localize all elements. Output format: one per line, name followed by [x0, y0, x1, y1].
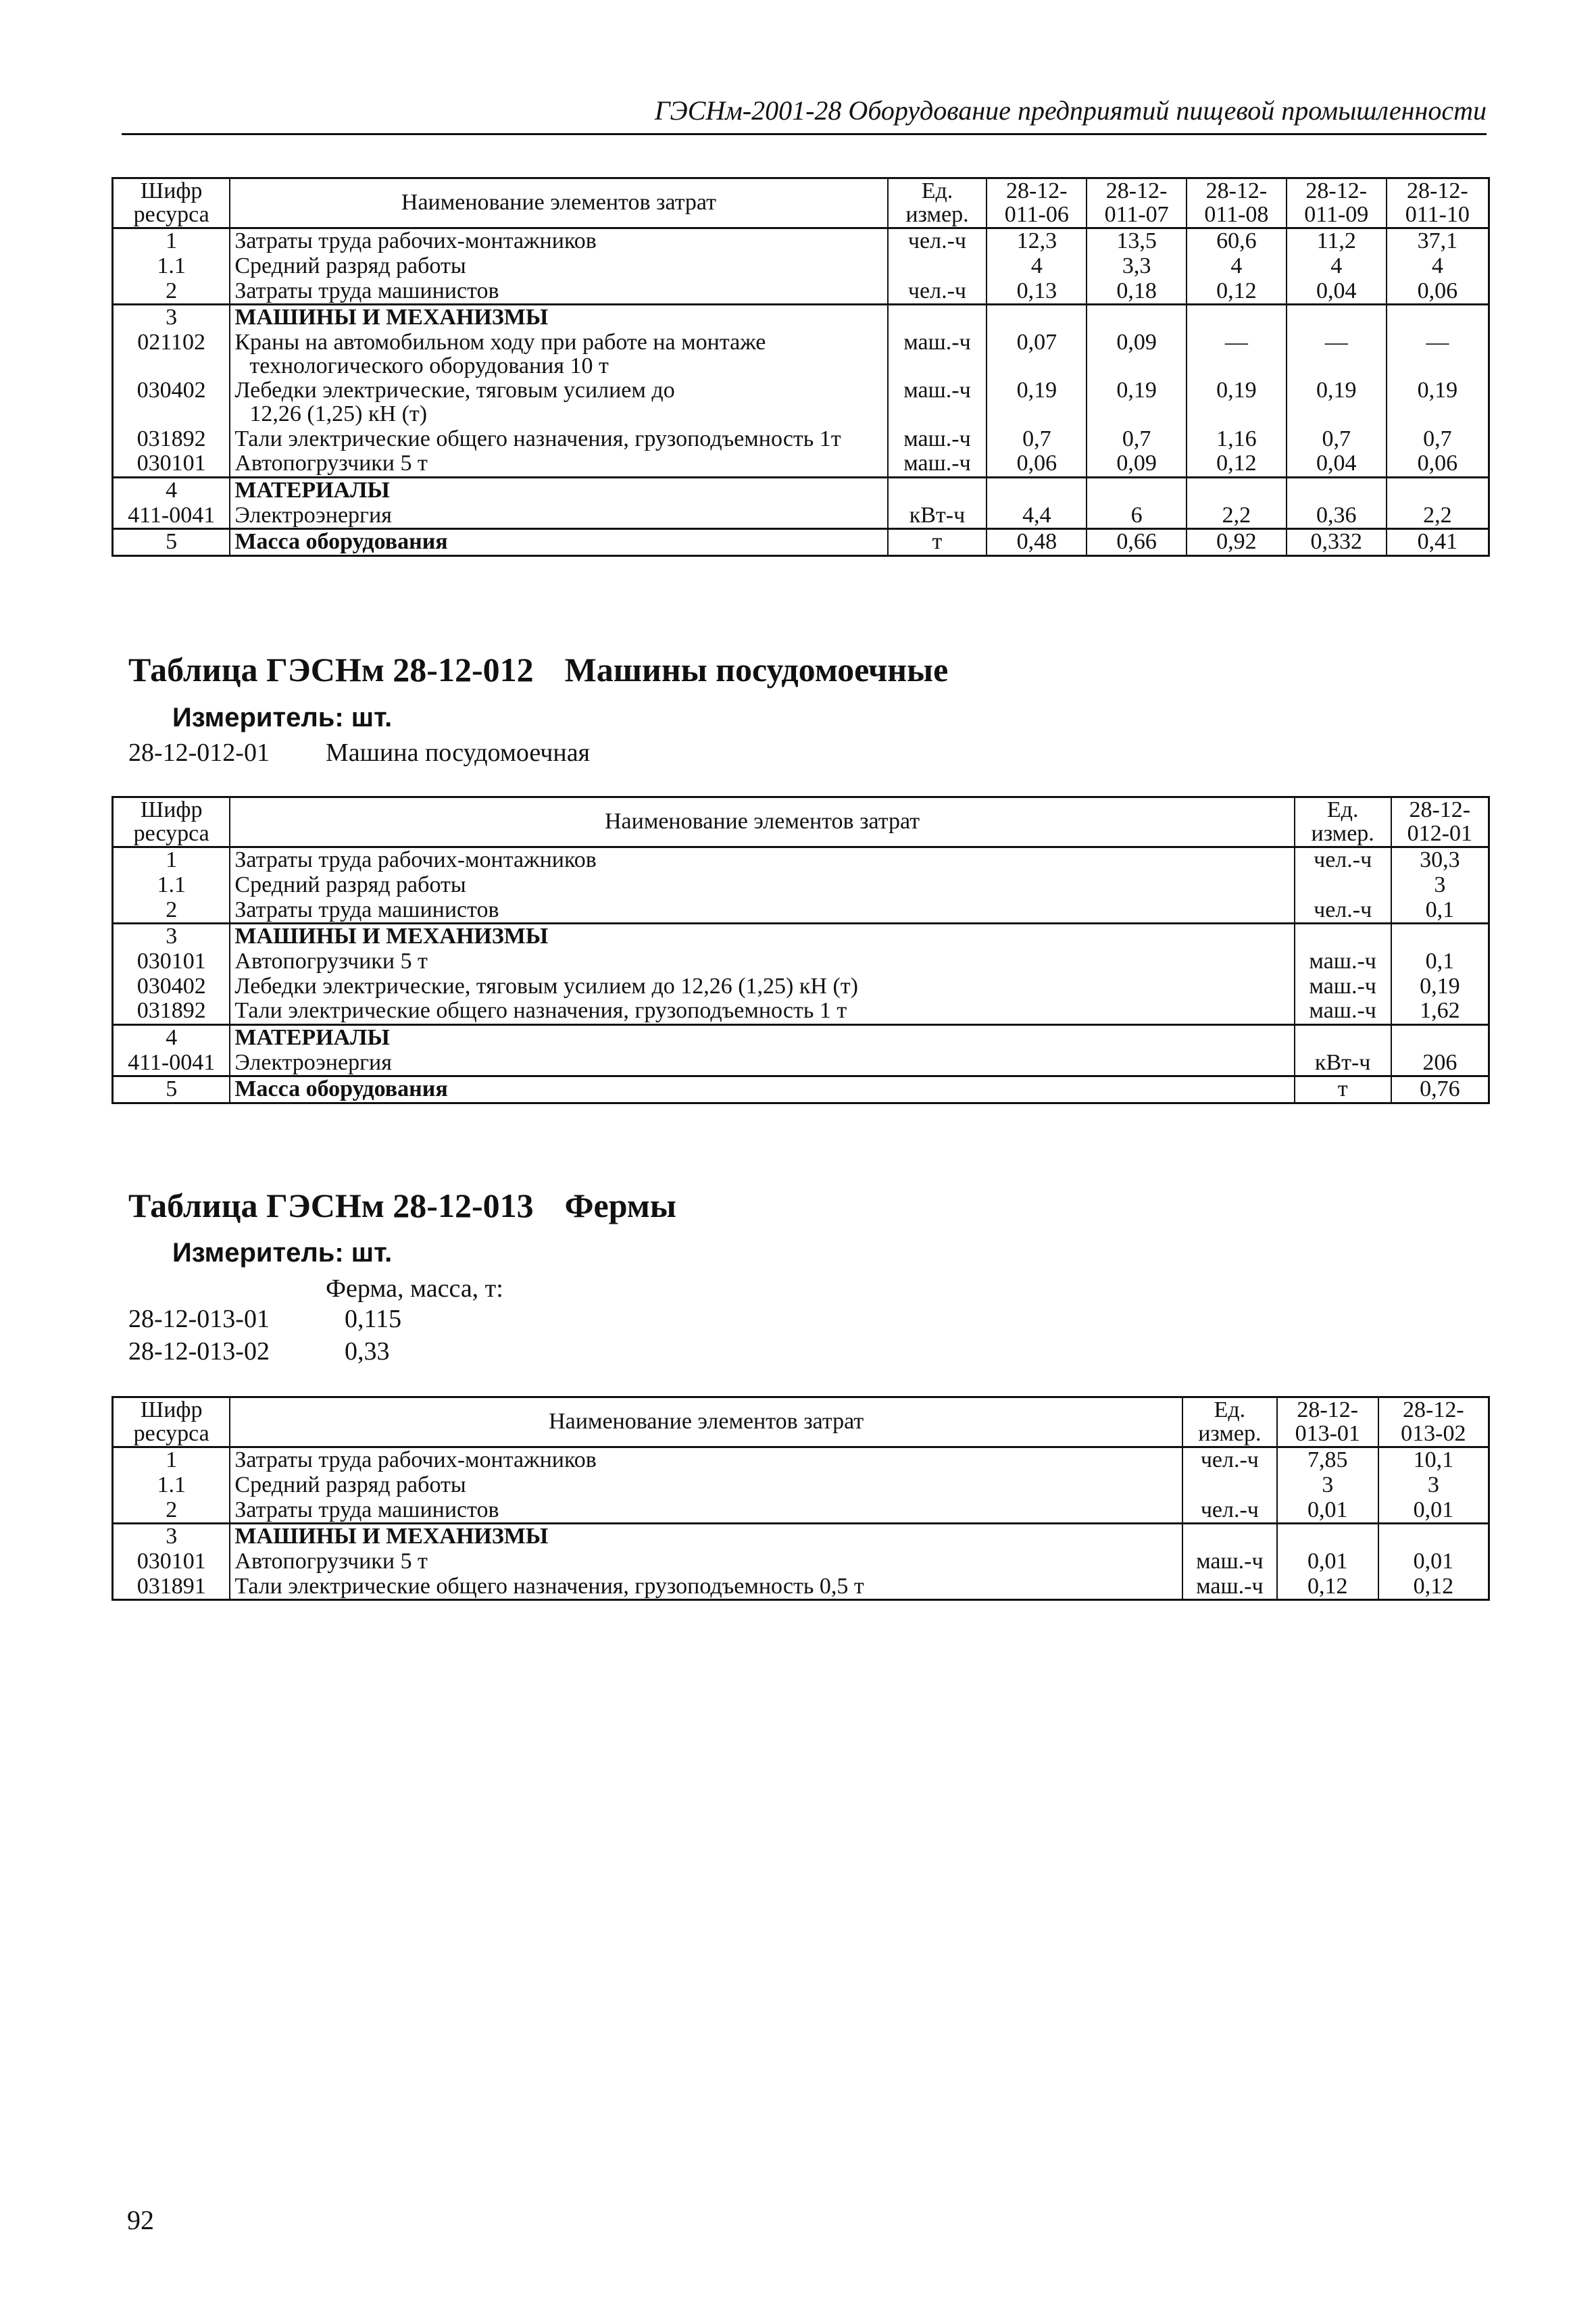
resource-name [230, 529, 887, 556]
resource-code: 2 [113, 1498, 230, 1524]
resource-code: 3 [113, 924, 230, 949]
value-cell: 0,66 [1087, 529, 1187, 556]
col-header-variant: 28-12-013-01 [1277, 1397, 1378, 1447]
value-cell [1187, 478, 1287, 503]
unit-cell: т [888, 529, 987, 556]
value-cell: 30,3 [1391, 847, 1489, 873]
resource-name [230, 974, 1294, 999]
value-cell: 7,85 [1277, 1447, 1378, 1473]
resource-name [230, 1574, 1182, 1600]
resource-name-text: МАТЕРИАЛЫ [234, 1025, 390, 1051]
measure-unit: Измеритель: шт. [172, 703, 393, 732]
value-cell: 0,12 [1187, 279, 1287, 305]
table-title-012 [128, 650, 948, 689]
unit-cell: чел.-ч [1182, 1498, 1277, 1524]
resource-name [230, 279, 887, 305]
unit-cell: кВт-ч [1295, 1051, 1391, 1076]
value-cell: 4,4 [987, 503, 1087, 529]
value-cell: 0,12 [1187, 451, 1287, 477]
value-cell: 206 [1391, 1051, 1489, 1076]
table-title-code: Таблица ГЭСНм 28-12-013 [128, 1187, 534, 1224]
resource-name [230, 924, 1294, 949]
value-cell: 10,1 [1378, 1447, 1489, 1473]
resource-code: 031891 [113, 1574, 230, 1600]
value-cell: 0,13 [987, 279, 1087, 305]
value-cell: 0,1 [1391, 898, 1489, 924]
resource-name [230, 451, 887, 477]
unit-cell: чел.-ч [888, 228, 987, 254]
resource-name-text: Средний разряд работы [234, 872, 466, 898]
resource-name [230, 999, 1294, 1024]
resource-name [230, 1076, 1294, 1103]
resource-code: 030101 [113, 949, 230, 974]
value-cell: 0,01 [1378, 1498, 1489, 1524]
resource-name-text: Электроэнергия [234, 502, 392, 528]
param-label: Ферма, масса, т: [326, 1274, 503, 1303]
value-cell [1277, 1524, 1378, 1549]
value-cell: 4 [1387, 254, 1489, 279]
col-header-name: Наименование элементов затрат [230, 178, 887, 228]
value-cell: 0,19 [1087, 378, 1187, 426]
value-cell [1387, 478, 1489, 503]
value-cell: 3 [1277, 1473, 1378, 1498]
col-header-variant: 28-12-013-02 [1378, 1397, 1489, 1447]
table-row [113, 529, 1489, 556]
unit-cell: маш.-ч [1182, 1549, 1277, 1574]
resource-code: 030101 [113, 1549, 230, 1574]
value-cell: 0,12 [1277, 1574, 1378, 1600]
resource-name-text: Автопогрузчики 5 т [234, 949, 428, 974]
resource-code: 2 [113, 279, 230, 305]
resource-name [230, 1524, 1182, 1549]
value-cell: 0,01 [1277, 1549, 1378, 1574]
value-cell: 3 [1378, 1473, 1489, 1498]
unit-cell: маш.-ч [1295, 999, 1391, 1024]
resource-name [230, 1473, 1182, 1498]
table-row [113, 924, 1489, 949]
table-row [113, 1473, 1489, 1498]
value-cell: 0,19 [987, 378, 1087, 426]
resource-name [230, 503, 887, 529]
col-header-variant: 28-12-011-08 [1187, 178, 1287, 228]
value-cell: 0,1 [1391, 949, 1489, 974]
resource-name-text: Тали электрические общего назначения, грузоподъемность 0,5 т [234, 1573, 864, 1599]
unit-cell: маш.-ч [1182, 1574, 1277, 1600]
value-cell: 0,7 [1087, 427, 1187, 452]
value-cell [1391, 924, 1489, 949]
table-title-name: Машины посудомоечные [564, 651, 949, 689]
table-row [113, 1025, 1489, 1051]
value-cell [1378, 1524, 1489, 1549]
value-cell: 0,19 [1187, 378, 1287, 426]
resource-name [230, 949, 1294, 974]
resource-name [230, 427, 887, 452]
table-row [113, 1549, 1489, 1574]
resource-code: 031892 [113, 999, 230, 1024]
table-row [113, 305, 1489, 330]
resource-name-text: Краны на автомобильном ходу при работе на монтаже [234, 330, 766, 355]
value-cell: 60,6 [1187, 228, 1287, 254]
value-cell: 4 [987, 254, 1087, 279]
resource-name-text: Затраты труда машинистов [234, 278, 499, 303]
table-row [113, 1447, 1489, 1473]
table-row [113, 974, 1489, 999]
resource-code: 021102 [113, 330, 230, 378]
resource-name-text: Затраты труда рабочих-монтажников [234, 228, 597, 254]
value-cell: 4 [1287, 254, 1387, 279]
resource-code: 030402 [113, 974, 230, 999]
col-header-variant: 28-12-011-06 [987, 178, 1087, 228]
resource-table-011 [111, 177, 1490, 557]
item-value: 0,33 [345, 1337, 390, 1366]
item-name: Машина посудомоечная [326, 739, 591, 767]
resource-code: 4 [113, 478, 230, 503]
resource-name [230, 1498, 1182, 1524]
value-cell: 11,2 [1287, 228, 1387, 254]
unit-cell: чел.-ч [1295, 898, 1391, 924]
resource-code: 411-0041 [113, 1051, 230, 1076]
table-row [113, 999, 1489, 1024]
value-cell: 0,09 [1087, 451, 1187, 477]
unit-cell: кВт-ч [888, 503, 987, 529]
value-cell [987, 478, 1087, 503]
resource-code: 1.1 [113, 873, 230, 898]
value-cell: 0,19 [1387, 378, 1489, 426]
value-cell: — [1187, 330, 1287, 378]
table-row [113, 847, 1489, 873]
value-cell: 37,1 [1387, 228, 1489, 254]
table-row [113, 1574, 1489, 1600]
col-header-variant: 28-12-012-01 [1391, 797, 1489, 847]
value-cell: 0,7 [1287, 427, 1387, 452]
resource-name [230, 847, 1294, 873]
col-header-unit: Ед. измер. [1295, 797, 1391, 847]
value-cell [1087, 305, 1187, 330]
value-cell: — [1387, 330, 1489, 378]
resource-name-continued: технологического оборудования 10 т [249, 353, 609, 378]
unit-cell [1295, 924, 1391, 949]
value-cell [1287, 478, 1387, 503]
unit-cell: чел.-ч [1182, 1447, 1277, 1473]
resource-name-text: МАШИНЫ И МЕХАНИЗМЫ [234, 1524, 549, 1549]
resource-name-text: Масса оборудования [234, 1076, 448, 1102]
resource-name-text: Масса оборудования [234, 529, 448, 555]
table-row [113, 330, 1489, 378]
table-title-name: Фермы [564, 1187, 676, 1224]
unit-cell [1182, 1524, 1277, 1549]
resource-code: 1 [113, 847, 230, 873]
resource-name [230, 330, 887, 378]
value-cell [1187, 305, 1287, 330]
resource-name-text: Затраты труда машинистов [234, 897, 499, 922]
resource-name [230, 305, 887, 330]
unit-cell [888, 478, 987, 503]
col-header-unit: Ед. измер. [888, 178, 987, 228]
value-cell: 0,92 [1187, 529, 1287, 556]
resource-table-012 [111, 796, 1490, 1104]
table-title-code: Таблица ГЭСНм 28-12-012 [128, 651, 534, 689]
value-cell: 1,16 [1187, 427, 1287, 452]
table-row [113, 228, 1489, 254]
value-cell: 0,09 [1087, 330, 1187, 378]
table-row [113, 949, 1489, 974]
resource-name [230, 1051, 1294, 1076]
resource-name-text: МАШИНЫ И МЕХАНИЗМЫ [234, 305, 549, 330]
value-cell: 13,5 [1087, 228, 1187, 254]
resource-code: 030101 [113, 451, 230, 477]
resource-code: 2 [113, 898, 230, 924]
value-cell: 4 [1187, 254, 1287, 279]
resource-name [230, 254, 887, 279]
table-row [113, 1498, 1489, 1524]
unit-cell: маш.-ч [1295, 949, 1391, 974]
page-number: 92 [127, 2205, 154, 2235]
resource-name [230, 1447, 1182, 1473]
col-header-unit: Ед. измер. [1182, 1397, 1277, 1447]
value-cell: 3 [1391, 873, 1489, 898]
value-cell: 0,48 [987, 529, 1087, 556]
resource-name-text: Средний разряд работы [234, 253, 466, 279]
resource-code: 3 [113, 1524, 230, 1549]
item-code: 28-12-013-01 [128, 1305, 270, 1333]
resource-name [230, 228, 887, 254]
resource-name-text: Тали электрические общего назначения, грузоподъемность 1 т [234, 998, 847, 1024]
resource-code: 031892 [113, 427, 230, 452]
resource-name-text: МАШИНЫ И МЕХАНИЗМЫ [234, 924, 549, 949]
value-cell: 0,332 [1287, 529, 1387, 556]
resource-code: 1 [113, 228, 230, 254]
resource-name-continued: 12,26 (1,25) кН (т) [249, 401, 428, 427]
value-cell: — [1287, 330, 1387, 378]
col-header-code: Шифр ресурса [113, 1397, 230, 1447]
running-header: ГЭСНм-2001-28 Оборудование предприятий пищевой промышленности [122, 95, 1487, 135]
resource-name-text: Затраты труда машинистов [234, 1497, 499, 1522]
value-cell: 0,06 [1387, 279, 1489, 305]
resource-code: 030402 [113, 378, 230, 426]
resource-code: 3 [113, 305, 230, 330]
resource-name [230, 1025, 1294, 1051]
table-row [113, 451, 1489, 477]
resource-code: 5 [113, 529, 230, 556]
resource-name-text: Лебедки электрические, тяговым усилием до [234, 378, 675, 403]
resource-code: 1.1 [113, 254, 230, 279]
unit-cell: чел.-ч [1295, 847, 1391, 873]
col-header-code: Шифр ресурса [113, 797, 230, 847]
table-row [113, 254, 1489, 279]
value-cell: 0,7 [987, 427, 1087, 452]
resource-code: 1 [113, 1447, 230, 1473]
unit-cell: маш.-ч [888, 330, 987, 378]
resource-code: 5 [113, 1076, 230, 1103]
value-cell: 0,19 [1287, 378, 1387, 426]
resource-name-text: Лебедки электрические, тяговым усилием до 12,26 (1,25) кН (т) [234, 973, 858, 999]
value-cell: 0,04 [1287, 451, 1387, 477]
resource-name [230, 873, 1294, 898]
value-cell: 0,04 [1287, 279, 1387, 305]
table-row [113, 1524, 1489, 1549]
value-cell: 0,06 [987, 451, 1087, 477]
unit-cell: маш.-ч [888, 378, 987, 426]
col-header-variant: 28-12-011-10 [1387, 178, 1489, 228]
table-row [113, 503, 1489, 529]
unit-cell [888, 254, 987, 279]
value-cell: 0,19 [1391, 974, 1489, 999]
table-row [113, 279, 1489, 305]
item-code: 28-12-013-02 [128, 1337, 270, 1366]
value-cell: 3,3 [1087, 254, 1187, 279]
value-cell: 0,36 [1287, 503, 1387, 529]
value-cell: 12,3 [987, 228, 1087, 254]
unit-cell: маш.-ч [1295, 974, 1391, 999]
unit-cell: т [1295, 1076, 1391, 1103]
value-cell: 0,07 [987, 330, 1087, 378]
value-cell: 0,76 [1391, 1076, 1489, 1103]
resource-name [230, 1549, 1182, 1574]
resource-name-text: Затраты труда рабочих-монтажников [234, 847, 597, 873]
col-header-code: Шифр ресурса [113, 178, 230, 228]
resource-table-013 [111, 1396, 1490, 1601]
value-cell: 0,06 [1387, 451, 1489, 477]
value-cell: 6 [1087, 503, 1187, 529]
value-cell: 2,2 [1187, 503, 1287, 529]
resource-code: 1.1 [113, 1473, 230, 1498]
value-cell [987, 305, 1087, 330]
col-header-variant: 28-12-011-09 [1287, 178, 1387, 228]
value-cell: 0,7 [1387, 427, 1489, 452]
unit-cell [1182, 1473, 1277, 1498]
unit-cell [1295, 873, 1391, 898]
col-header-name: Наименование элементов затрат [230, 1397, 1182, 1447]
table-row [113, 1051, 1489, 1076]
table-row [113, 378, 1489, 426]
value-cell [1287, 305, 1387, 330]
measure-unit: Измеритель: шт. [172, 1238, 393, 1268]
resource-name-text: Автопогрузчики 5 т [234, 1549, 428, 1574]
value-cell: 0,12 [1378, 1574, 1489, 1600]
resource-name-text: Автопогрузчики 5 т [234, 451, 428, 476]
table-title-013 [128, 1186, 676, 1225]
value-cell: 2,2 [1387, 503, 1489, 529]
resource-code: 4 [113, 1025, 230, 1051]
unit-cell: чел.-ч [888, 279, 987, 305]
col-header-variant: 28-12-011-07 [1087, 178, 1187, 228]
table-row [113, 873, 1489, 898]
value-cell [1387, 305, 1489, 330]
unit-cell [1295, 1025, 1391, 1051]
resource-name-text: МАТЕРИАЛЫ [234, 478, 390, 503]
table-row [113, 1076, 1489, 1103]
table-row [113, 478, 1489, 503]
value-cell: 1,62 [1391, 999, 1489, 1024]
value-cell [1087, 478, 1187, 503]
resource-name-text: Тали электрические общего назначения, грузоподъемность 1т [234, 426, 841, 451]
unit-cell [888, 305, 987, 330]
resource-name-text: Затраты труда рабочих-монтажников [234, 1447, 597, 1473]
resource-name-text: Средний разряд работы [234, 1472, 466, 1498]
resource-name-text: Электроэнергия [234, 1049, 392, 1075]
table-row [113, 427, 1489, 452]
resource-name [230, 478, 887, 503]
value-cell: 0,01 [1378, 1549, 1489, 1574]
value-cell: 0,01 [1277, 1498, 1378, 1524]
resource-code: 411-0041 [113, 503, 230, 529]
col-header-name: Наименование элементов затрат [230, 797, 1294, 847]
value-cell: 0,41 [1387, 529, 1489, 556]
resource-name [230, 378, 887, 426]
unit-cell: маш.-ч [888, 427, 987, 452]
resource-name [230, 898, 1294, 924]
item-code: 28-12-012-01 [128, 739, 270, 767]
item-value: 0,115 [345, 1305, 402, 1333]
value-cell [1391, 1025, 1489, 1051]
value-cell: 0,18 [1087, 279, 1187, 305]
table-row [113, 898, 1489, 924]
unit-cell: маш.-ч [888, 451, 987, 477]
